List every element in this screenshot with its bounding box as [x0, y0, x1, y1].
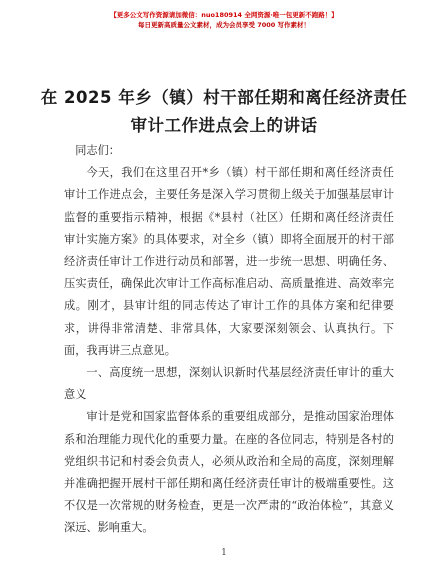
document-title [40, 84, 408, 140]
section-heading-1: 一、高度统一思想，深刻认识新时代基层经济责任审计的重大意义 [64, 366, 394, 402]
promo-banner-line1: 【更多公文写作资源请加微信：nuo180914 全网资源·唯一包更新不跑路！】 [110, 11, 338, 19]
page-number: 1 [221, 548, 227, 558]
document-body [64, 140, 394, 540]
document-title-line2: 审计工作进点会上的讲话 [130, 116, 318, 135]
document-title-line1: 在 2025 年乡（镇）村干部任期和离任经济责任 [40, 88, 408, 107]
promo-banner [0, 10, 448, 30]
greeting: 同志们： [75, 144, 120, 157]
promo-banner-line2: 每日更新高质量公文素材，成为会员享受 7000 写作素材！ [137, 21, 311, 29]
paragraph-intro: 今天，我们在这里召开*乡（镇）村干部任期和离任经济责任审计工作进点会，主要任务是深入学习贯彻上级关于加强基层审计监督的重要指示精神，根据《*县村（社区）任期和离任经济责任审计实施方案》的具体要求，对全乡（镇）即将全面展开的村干部经济责任审计工作进行动员和部署，进一步统一思想、明确任务、压实责任，确保此次审计工作高标准启动、高质量推进、高效率完成。刚才，县审计组的同志传达了审计工作的具体方案和纪律要求，讲得非常清楚、非常具体，大家要深刻领会、认真执行。下面，我再讲三点意见。 [64, 166, 394, 357]
paragraph-section-1: 审计是党和国家监督体系的重要组成部分，是推动国家治理体系和治理能力现代化的重要力量。在座的各位同志，特别是各村的党组织书记和村委会负责人，必须从政治和全局的高度，深刻理解并准确把握开展村干部任期和离任经济责任审计的极端重要性。这不仅是一次常规的财务检查，更是一次严肃的“政治体检”，其意义深远、影响重大。 [64, 410, 394, 535]
